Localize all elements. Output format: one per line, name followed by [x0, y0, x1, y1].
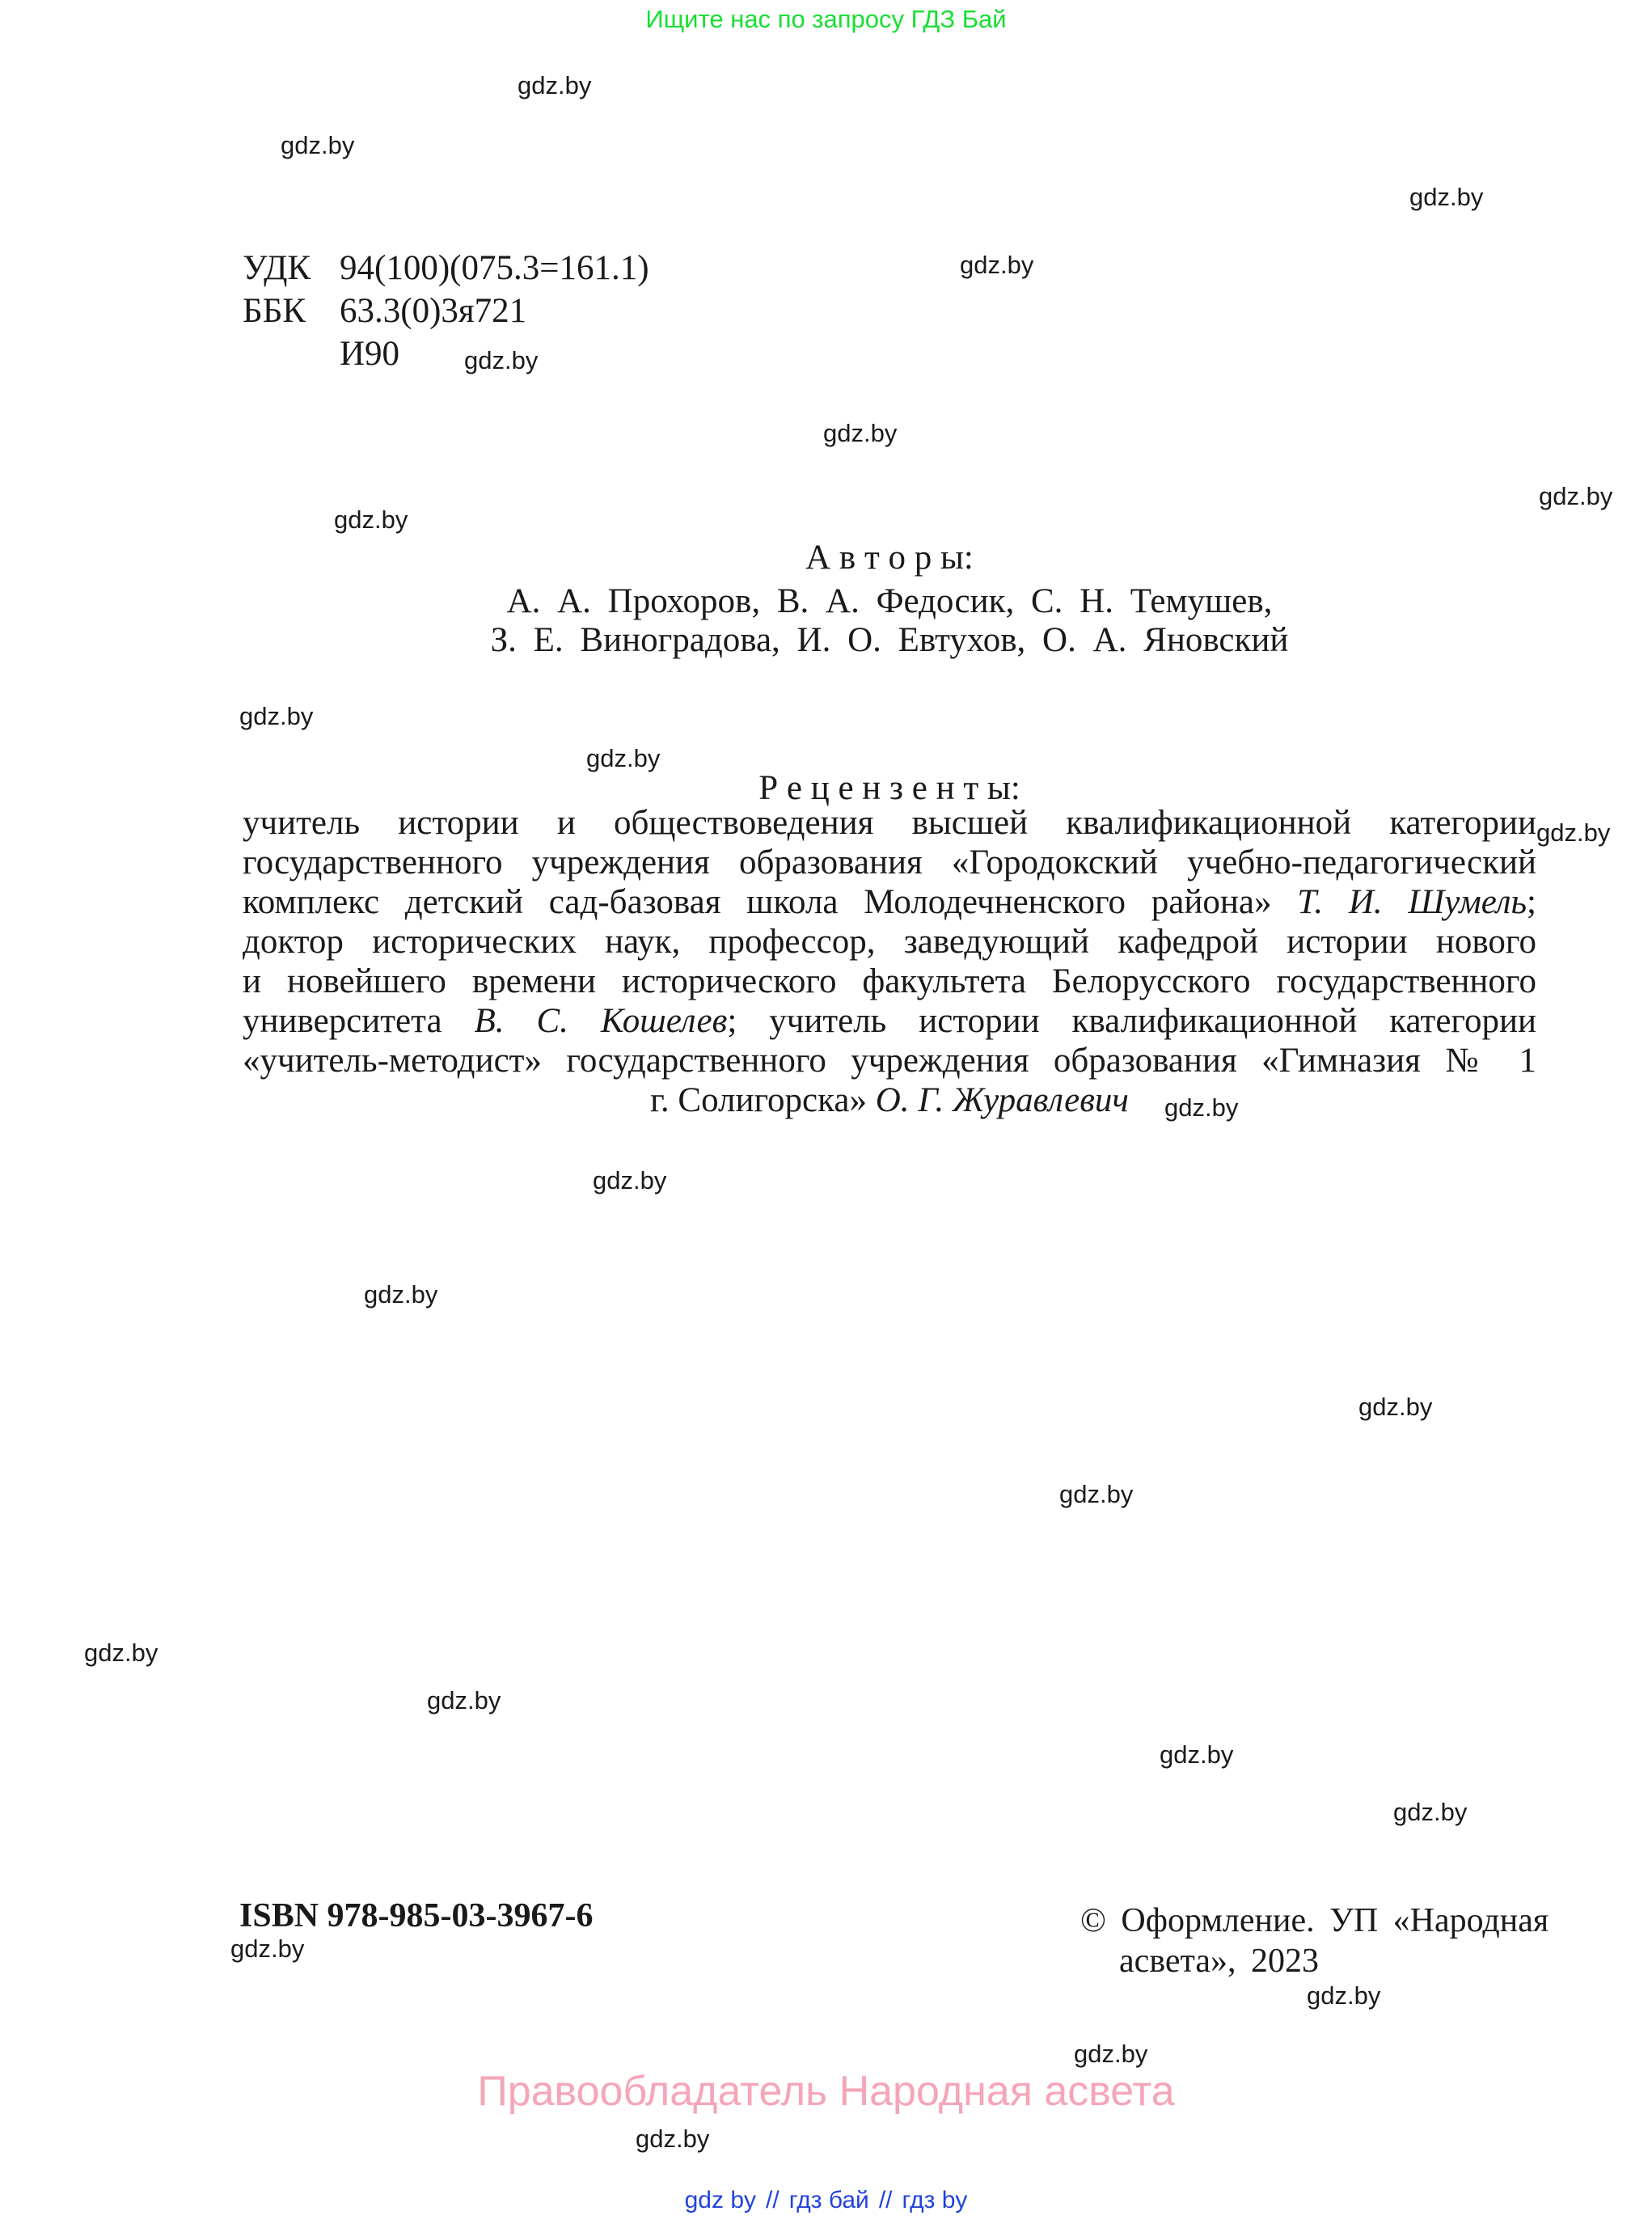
gdz-watermark: gdz.by: [960, 251, 1034, 279]
reviewers-paragraph: [243, 803, 1536, 1120]
index-spacer: [243, 332, 340, 375]
gdz-watermark: gdz.by: [1409, 183, 1484, 211]
gdz-watermark: gdz.by: [1539, 482, 1613, 510]
index-row: [243, 332, 649, 375]
gdz-watermark: gdz.by: [1074, 2040, 1148, 2068]
reviewer-text: учитель истории и обществоведения высшей квалификационной категории: [243, 804, 1536, 842]
udk-row: [243, 247, 649, 290]
footer-link[interactable]: гдз by: [902, 2187, 968, 2213]
isbn-number: ISBN 978-985-03-3967-6: [239, 1897, 594, 1934]
gdz-watermark: gdz.by: [281, 131, 355, 159]
gdz-watermark: gdz.by: [1393, 1798, 1468, 1826]
reviewer-text: университета: [243, 1002, 475, 1040]
footer-separator: //: [766, 2187, 780, 2213]
gdz-watermark: gdz.by: [1536, 818, 1611, 847]
gdz-watermark: gdz.by: [230, 1934, 305, 1963]
bbk-value: 63.3(0)3я721: [340, 292, 527, 330]
gdz-watermark: gdz.by: [239, 702, 314, 730]
gdz-watermark: gdz.by: [1059, 1480, 1134, 1508]
reviewer-line: [243, 1080, 1536, 1120]
reviewer-line: [243, 843, 1536, 882]
gdz-watermark: gdz.by: [1160, 1740, 1234, 1769]
reviewer-name: Т. И. Шумель: [1297, 883, 1527, 921]
reviewer-text: и новейшего времени исторического факультета Белорусского государственного: [243, 962, 1536, 1000]
footer-link[interactable]: гдз бай: [788, 2187, 869, 2213]
reviewer-text: доктор исторических наук, профессор, заведующий кафедрой истории нового: [243, 923, 1536, 961]
gdz-watermark: gdz.by: [636, 2125, 710, 2153]
reviewer-text: ; учитель истории квалификационной категории: [727, 1002, 1536, 1040]
reviewer-text: ;: [1527, 883, 1536, 921]
top-banner: Ищите нас по запросу ГДЗ Бай: [645, 5, 1007, 33]
reviewer-text: государственного учреждения образования «Городокский учебно-педагогический: [243, 844, 1536, 882]
gdz-watermark: gdz.by: [586, 744, 661, 772]
footer-separator: //: [878, 2187, 893, 2213]
copyright-block: [1080, 1901, 1548, 1981]
book-index: И90: [340, 335, 400, 373]
reviewer-text: комплекс детский сад-базовая школа Молодечненского района»: [243, 883, 1298, 921]
footer-links: [0, 2187, 1652, 2214]
gdz-watermark: gdz.by: [1164, 1093, 1239, 1122]
gdz-watermark: gdz.by: [464, 346, 539, 374]
reviewer-name: В. С. Кошелев: [474, 1002, 728, 1040]
gdz-watermark: gdz.by: [823, 419, 898, 447]
bbk-label: ББК: [243, 292, 306, 330]
authors-line: А. А. Прохоров, В. А. Федосик, С. Н. Темушев,: [506, 582, 1273, 620]
gdz-watermark: gdz.by: [364, 1280, 438, 1309]
authors-heading: А в т о р ы:: [805, 539, 974, 577]
reviewer-line: [243, 1041, 1536, 1080]
gdz-watermark: gdz.by: [84, 1638, 158, 1667]
reviewer-name: О. Г. Журавлевич: [875, 1081, 1129, 1119]
copyright-line: © Оформление. УП «Народная: [1080, 1902, 1549, 1939]
reviewer-line: [243, 1001, 1536, 1041]
reviewers-heading: Р е ц е н з е н т ы:: [758, 769, 1020, 807]
reviewer-text: г. Солигорска»: [650, 1081, 876, 1119]
udk-label: УДК: [243, 249, 311, 287]
gdz-watermark: gdz.by: [334, 505, 408, 534]
reviewer-line: [243, 922, 1536, 962]
udk-value: 94(100)(075.3=161.1): [340, 249, 649, 287]
reviewer-text: «учитель-методист» государственного учреждения образования «Гимназия № 1: [243, 1042, 1536, 1080]
gdz-watermark: gdz.by: [518, 71, 592, 99]
reviewer-line: [243, 882, 1536, 922]
gdz-watermark: gdz.by: [593, 1166, 667, 1194]
gdz-watermark: gdz.by: [1358, 1393, 1433, 1421]
rights-holder-text: Правообладатель Народная асвета: [477, 2068, 1175, 2115]
footer-link[interactable]: gdz by: [684, 2187, 757, 2213]
gdz-watermark: gdz.by: [427, 1686, 501, 1715]
authors-line: З. Е. Виноградова, И. О. Евтухов, О. А. Яновский: [490, 621, 1289, 659]
classification-block: [243, 247, 649, 375]
bbk-row: [243, 290, 649, 332]
reviewer-line: [243, 962, 1536, 1001]
reviewer-line: [243, 803, 1536, 843]
copyright-line: асвета», 2023: [1119, 1943, 1320, 1980]
gdz-watermark: gdz.by: [1307, 1981, 1381, 2010]
